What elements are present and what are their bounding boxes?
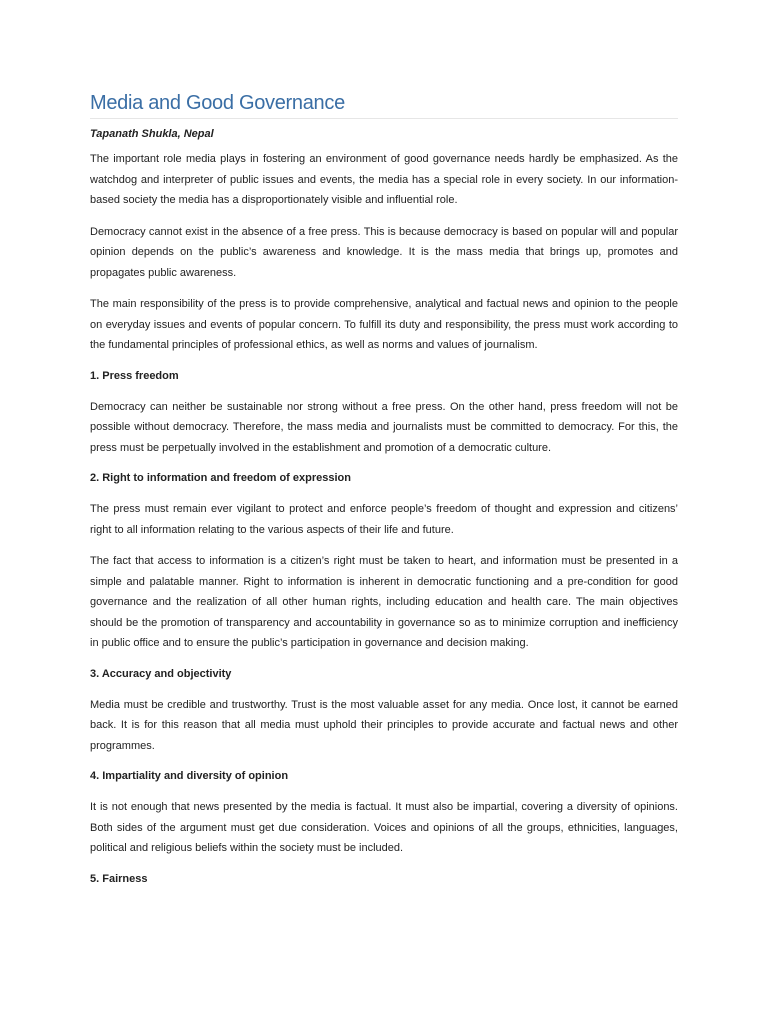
paragraph-impartiality: It is not enough that news presented by the media is factual. It must also be impartial, covering a diversity of opinions. Both sides of the argument must get due consideration. Voices and opinions of all the groups, ethnicities, languages, political and religious beliefs within the society must be included. <box>90 801 678 854</box>
paragraph-accuracy: Media must be credible and trustworthy. Trust is the most valuable asset for any media. Once lost, it cannot be earned back. It is for this reason that all media must uphold their principles to provide accurate and factual news and other programmes. <box>90 698 678 752</box>
article-author: Tapanath Shukla, Nepal <box>90 128 214 140</box>
paragraph-access-to-information: The fact that access to information is a citizen’s right must be taken to heart, and information must be presented in a simple and palatable manner. Right to information is inherent in democratic functioning and a pre-condition for good governance and the realization of all other human rights, including education and health care. The main objectives should be the promotion of transparency and accountability in governance so as to minimize corruption and inefficiency in public office and to ensure the public’s participation in governance and decision making. <box>90 555 678 649</box>
paragraph-intro: The important role media plays in fostering an environment of good governance needs hardly be emphasized. As the watchdog and interpreter of public issues and events, the media has a special role in every society. In our information-based society the media has a disproportionately visible and influential role. <box>90 153 678 206</box>
section-heading-impartiality: 4. Impartiality and diversity of opinion <box>90 770 289 782</box>
article-title: Media and Good Governance <box>90 92 678 119</box>
paragraph-vigilance: The press must remain ever vigilant to protect and enforce people’s freedom of thought and expression and citizens’ right to all information relating to the various aspects of their life and future. <box>90 503 678 536</box>
paragraph-responsibility: The main responsibility of the press is to provide comprehensive, analytical and factual news and opinion to the people on everyday issues and events of popular concern. To fulfill its duty and responsibility, the press must work according to the fundamental principles of professional ethics, as well as norms and values of journalism. <box>90 298 678 351</box>
article <box>90 92 678 889</box>
section-heading-accuracy: 3. Accuracy and objectivity <box>90 667 232 680</box>
section-heading-fairness: 5. Fairness <box>90 872 148 885</box>
section-heading-press-freedom: 1. Press freedom <box>90 369 179 382</box>
paragraph-press-freedom: Democracy can neither be sustainable nor strong without a free press. On the other hand, press freedom will not be possible without democracy. Therefore, the mass media and journalists must be committed to democracy. For this, the press must be perpetually involved in the establishment and promotion of a democratic culture. <box>90 400 678 454</box>
section-heading-right-to-information: 2. Right to information and freedom of expression <box>90 472 351 484</box>
paragraph-democracy: Democracy cannot exist in the absence of a free press. This is because democracy is based on popular will and popular opinion depends on the public’s awareness and knowledge. It is the mass media that brings up, promotes and propagates public awareness. <box>90 225 678 279</box>
